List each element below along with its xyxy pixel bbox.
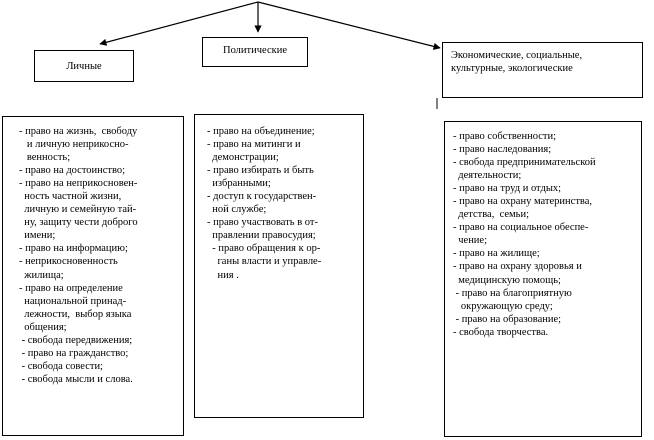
personal-header-line: Личные <box>66 61 102 72</box>
list-item: чение; <box>453 235 488 247</box>
list-item: венность; <box>19 152 71 164</box>
list-item: и личную неприкосно- <box>19 139 129 151</box>
list-item: - право на охрану материнства, <box>453 196 593 208</box>
list-item: ну, защиту чести доброго <box>19 217 138 229</box>
economic-rights-list <box>453 130 641 339</box>
list-item: медицинскую помощь; <box>453 274 561 286</box>
list-item: правлении правосудия; <box>207 230 316 242</box>
list-item: - свобода предпринимательской <box>453 157 596 169</box>
list-item: - право на митинги и <box>207 139 301 151</box>
list-item: - неприкосновенность <box>19 256 118 268</box>
list-item: - право обращения к ор- <box>207 243 321 255</box>
list-item: - право на достоинство; <box>19 165 126 177</box>
list-item: - свобода совести; <box>19 360 103 372</box>
list-item: национальной принад- <box>19 295 127 307</box>
list-item: - право на определение <box>19 282 123 294</box>
political-rights-box <box>194 114 364 418</box>
political-header-line: Политические <box>222 45 287 56</box>
economic-header-line-2: культурные, экологические <box>451 63 573 74</box>
economic-rights-box <box>444 121 642 437</box>
list-item: - право на неприкосновен- <box>19 178 138 190</box>
list-item: - право на охрану здоровья и <box>453 261 582 273</box>
list-item: - право на информацию; <box>19 243 128 255</box>
list-item: демонстрации; <box>207 152 279 164</box>
list-item: - свобода творчества. <box>453 326 549 338</box>
list-item: - право наследования; <box>453 144 552 156</box>
list-item: - право на жилище; <box>453 248 540 260</box>
list-item: ность частной жизни, <box>19 191 122 203</box>
list-item: - право на социальное обеспе- <box>453 222 589 234</box>
list-item: ной службе; <box>207 204 267 216</box>
list-item: лежности, выбор языка <box>19 308 132 320</box>
list-item: общения; <box>19 321 67 333</box>
list-item: - право на гражданство; <box>19 347 129 359</box>
list-item: - право избирать и быть <box>207 165 314 177</box>
list-item: окружающую среду; <box>453 300 553 312</box>
list-item: - право собственности; <box>453 131 557 142</box>
economic-header-box <box>442 42 643 98</box>
list-item: личную и семейную тай- <box>19 204 137 216</box>
political-header-box <box>202 37 308 67</box>
list-item: избранными; <box>207 178 271 190</box>
list-item: - право участвовать в от- <box>207 217 318 229</box>
economic-header-line-1: Экономические, социальные, <box>451 50 583 61</box>
list-item: ганы власти и управле- <box>207 256 322 268</box>
list-item: деятельности; <box>453 170 522 182</box>
personal-rights-box <box>2 116 184 436</box>
personal-header-box <box>34 50 134 82</box>
personal-rights-list <box>19 125 183 386</box>
list-item: - право на благоприятную <box>453 287 572 299</box>
list-item: - свобода мысли и слова. <box>19 373 133 385</box>
list-item: - право на образование; <box>453 313 562 325</box>
list-item: имени; <box>19 230 56 242</box>
list-item: - право на объединение; <box>207 126 315 137</box>
list-item: жилища; <box>19 269 64 281</box>
list-item: детства, семьи; <box>453 209 529 221</box>
list-item: - доступ к государствен- <box>207 191 317 203</box>
list-item: - право на труд и отдых; <box>453 183 562 195</box>
list-item: - право на жизнь, свободу <box>19 126 138 137</box>
political-rights-list <box>207 125 363 282</box>
list-item: - свобода передвижения; <box>19 334 133 346</box>
list-item: ния . <box>207 269 239 281</box>
